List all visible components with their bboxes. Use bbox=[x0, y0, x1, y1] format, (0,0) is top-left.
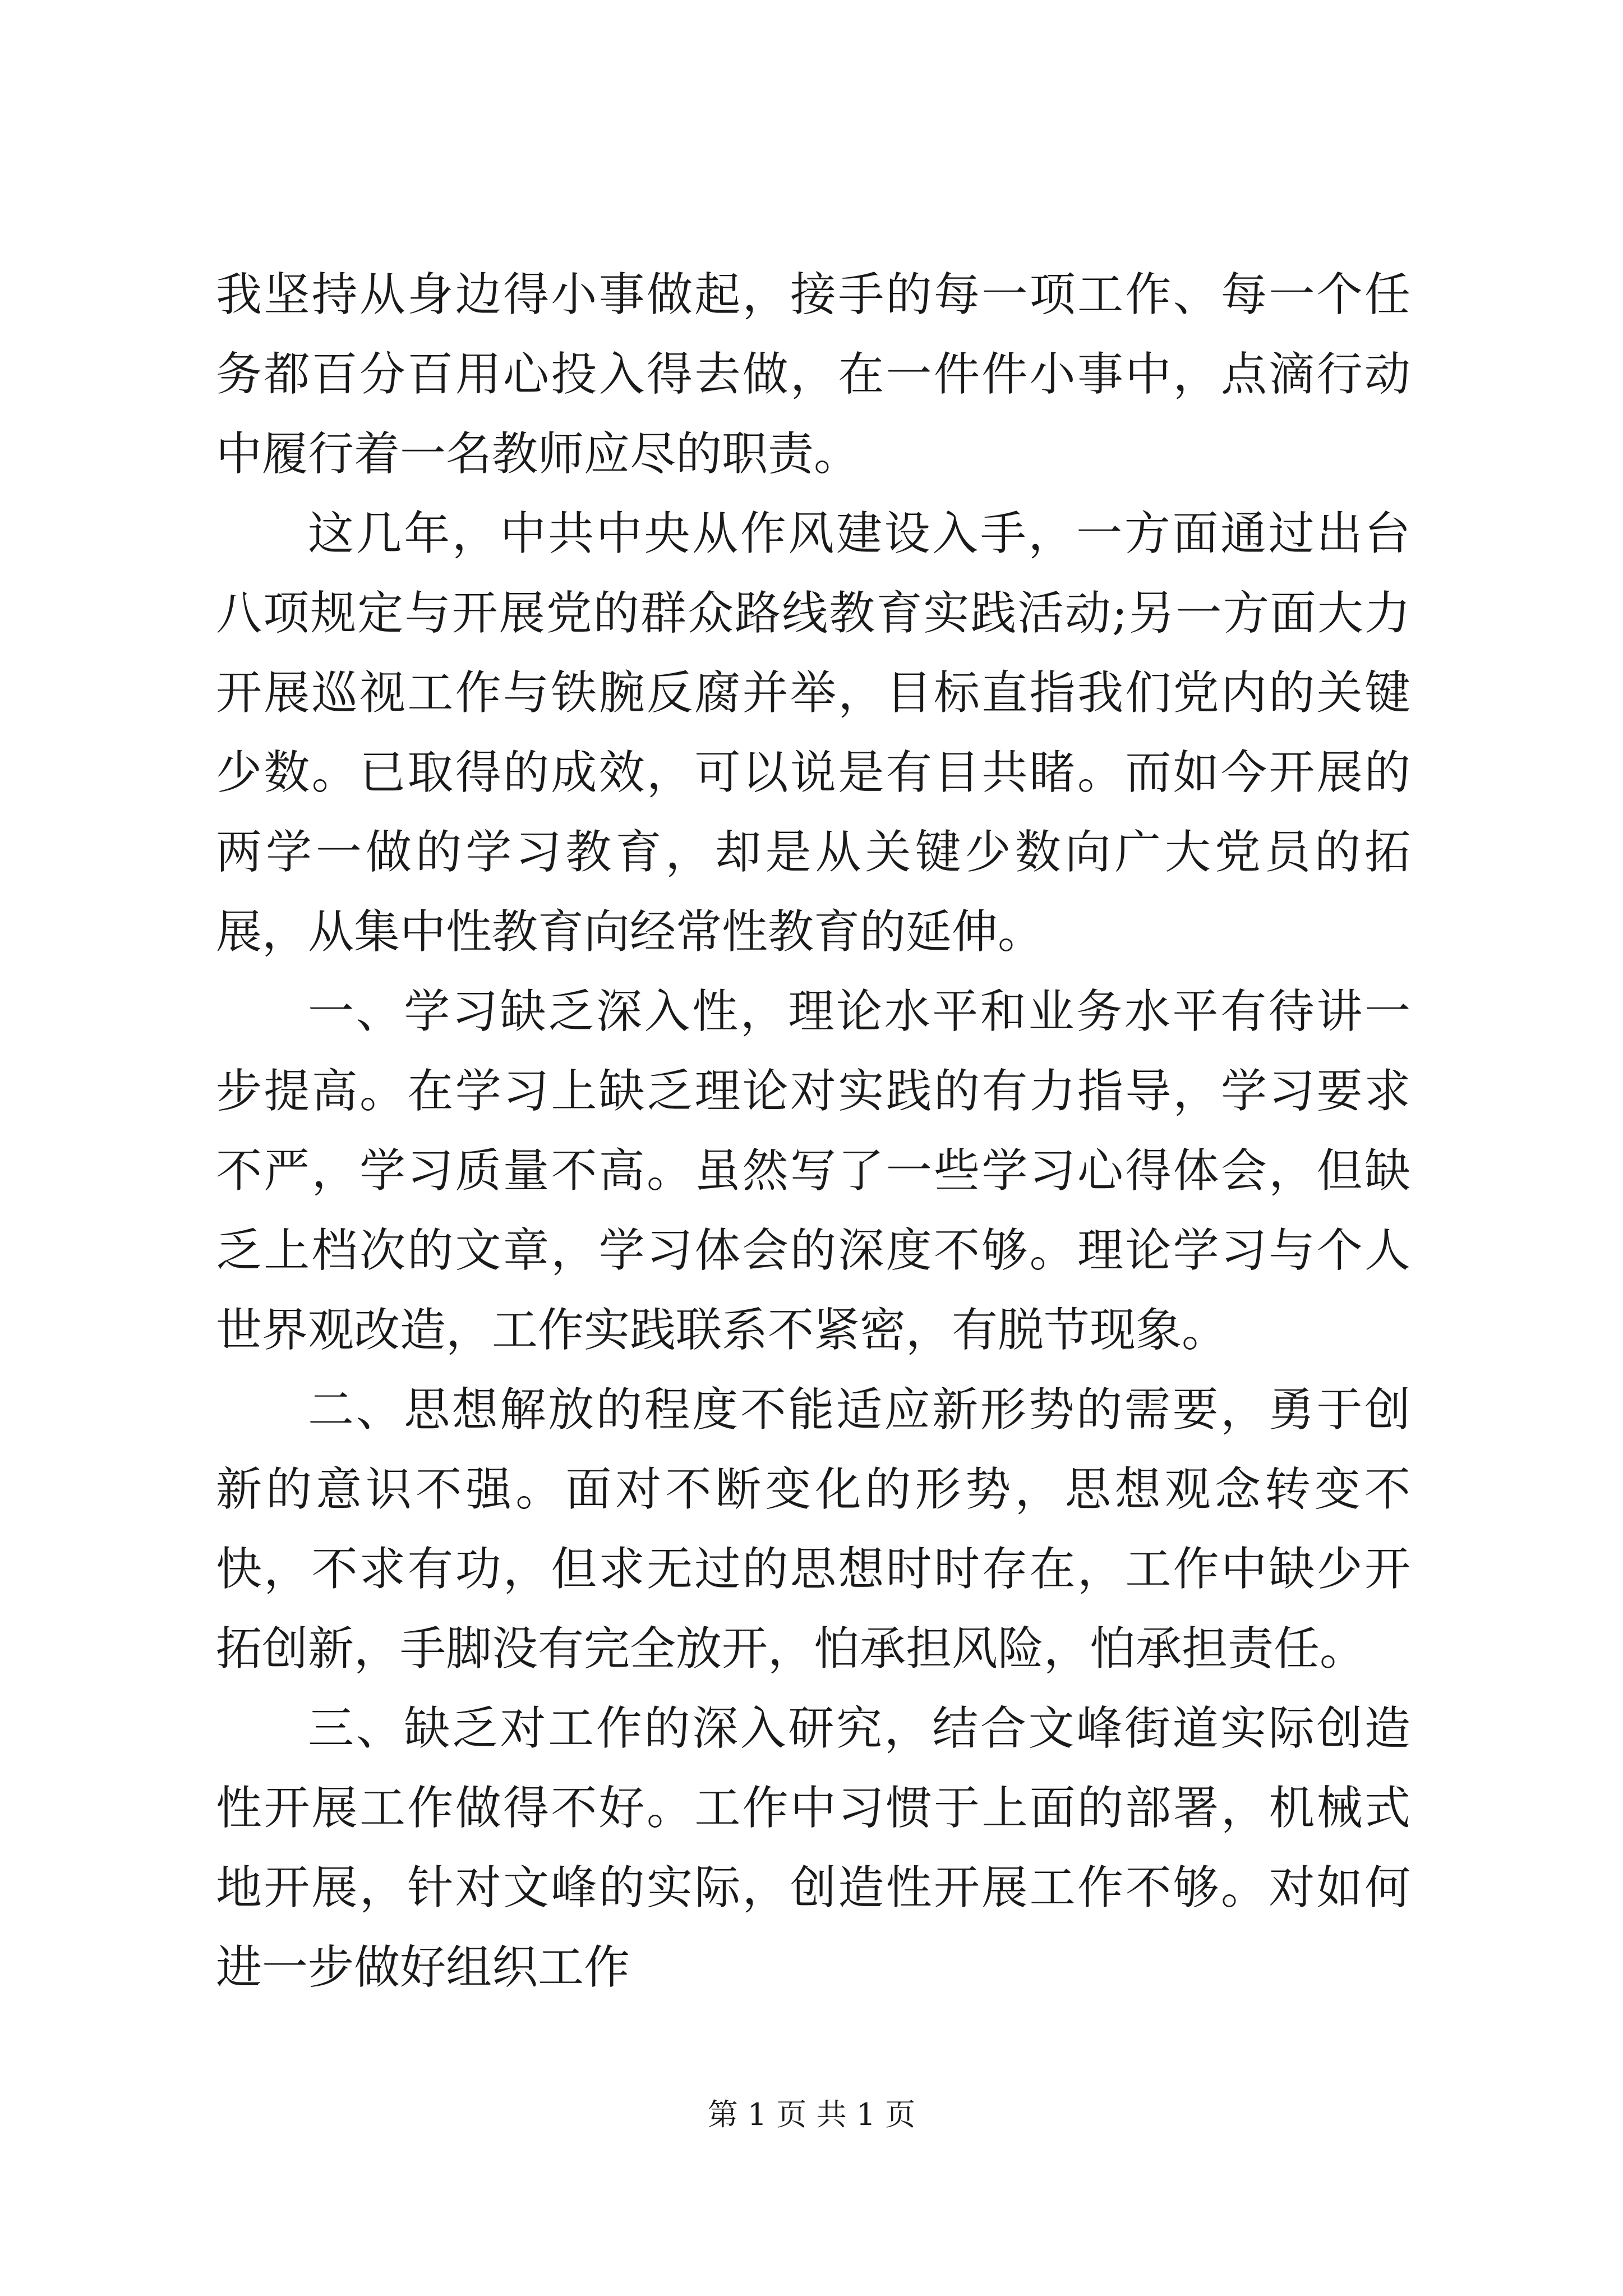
paragraph-point-two: 二、思想解放的程度不能适应新形势的需要，勇于创新的意识不强。面对不断变化的形势，思想观念转变不快，不求有功，但求无过的思想时时存在，工作中缺少开拓创新，手脚没有完全放开，怕承担风险，怕承担责任。 bbox=[216, 1383, 1410, 1676]
page-number-footer: 第 1 页 共 1 页 bbox=[707, 2097, 916, 2132]
paragraph-point-three: 三、缺乏对工作的深入研究，结合文峰街道实际创造性开展工作做得不好。工作中习惯于上面的部署，机械式地开展，针对文峰的实际，创造性开展工作不够。对如何进一步做好组织工作 bbox=[216, 1702, 1410, 1994]
paragraph-party-style: 这几年，中共中央从作风建设入手，一方面通过出台八项规定与开展党的群众路线教育实践活动;另一方面大力开展巡视工作与铁腕反腐并举，目标直指我们党内的关键少数。已取得的成效，可以说是有目共睹。而如今开展的两学一做的学习教育，却是从关键少数向广大党员的拓展，从集中性教育向经常性教育的延伸。 bbox=[216, 507, 1410, 959]
document-body bbox=[216, 255, 1410, 2008]
paragraph-point-one: 一、学习缺乏深入性，理论水平和业务水平有待讲一步提高。在学习上缺乏理论对实践的有力指导，学习要求不严，学习质量不高。虽然写了一些学习心得体会，但缺乏上档次的文章，学习体会的深度不够。理论学习与个人世界观改造，工作实践联系不紧密，有脱节现象。 bbox=[216, 985, 1410, 1357]
paragraph-continuation: 我坚持从身边得小事做起，接手的每一项工作、每一个任务都百分百用心投入得去做，在一件件小事中，点滴行动中履行着一名教师应尽的职责。 bbox=[216, 268, 1410, 481]
